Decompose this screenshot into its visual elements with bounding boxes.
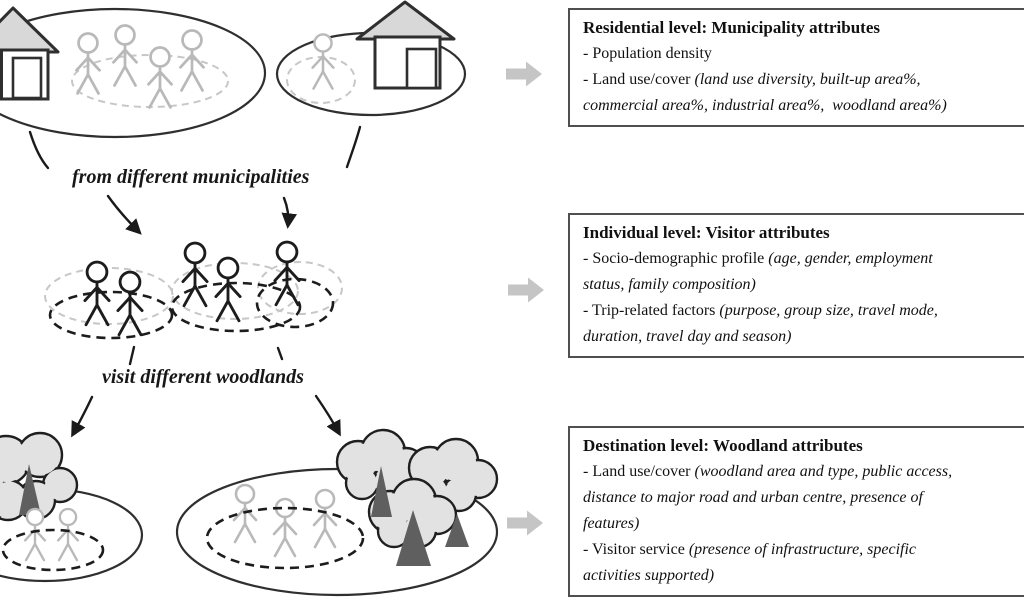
woodland-scene-left: [0, 433, 142, 581]
attribute-line: - Visitor service (presence of infrastructure, specific: [583, 541, 917, 558]
block-arrows: [506, 62, 544, 536]
connector-curve-right: [347, 127, 360, 167]
connector-tick-left: [130, 347, 134, 364]
box-body: [583, 41, 1024, 119]
attribute-line: activities supported): [583, 567, 715, 584]
attribute-line: status, family composition): [583, 276, 756, 293]
block-arrow-icon: [508, 278, 544, 303]
attribute-line: features): [583, 515, 640, 532]
box-body: [583, 246, 1024, 350]
connector-curve-left: [30, 132, 48, 168]
box-title: Residential level: Municipality attributes: [583, 18, 881, 37]
attribute-line: commercial area%, industrial area%, woodland area%): [583, 97, 947, 114]
visitor-group-light-ellipse: [45, 268, 173, 324]
box-title: Destination level: Woodland attributes: [583, 436, 863, 455]
woodland-scene-right: [177, 430, 497, 595]
curved-arrow-icon: [284, 198, 288, 225]
box-destination-level: [568, 426, 1024, 597]
visitor-group-dark-ellipse: [257, 279, 333, 327]
box-individual-level: [568, 213, 1024, 358]
person-icon: [216, 258, 240, 321]
attribute-line: - Socio-demographic profile (age, gender, employment: [583, 250, 933, 267]
person-icon: [183, 243, 207, 306]
attribute-line: - Trip-related factors (purpose, group size, travel mode,: [583, 302, 938, 319]
attribute-line: - Land use/cover (woodland area and type, public access,: [583, 463, 953, 480]
attribute-line: duration, travel day and season): [583, 328, 792, 345]
visitor-scene: [45, 196, 342, 434]
attribute-line: - Land use/cover (land use diversity, built-up area%,: [583, 71, 921, 88]
label-from-municipalities: from different municipalities: [72, 166, 310, 188]
curved-arrow-icon: [108, 196, 139, 232]
municipality-scene: [0, 2, 465, 168]
attribute-line: distance to major road and urban centre, presence of: [583, 489, 923, 506]
block-arrow-icon: [507, 511, 543, 536]
attribute-line: - Population density: [583, 45, 712, 62]
connector-tick-right: [278, 348, 282, 359]
curved-arrow-icon: [73, 397, 92, 434]
box-body: [583, 459, 1024, 589]
block-arrow-icon: [506, 62, 542, 87]
box-title: Individual level: Visitor attributes: [583, 223, 830, 242]
person-icon: [118, 272, 142, 335]
curved-arrow-icon: [316, 396, 339, 433]
person-icon: [275, 242, 299, 305]
box-residential-level: [568, 8, 1024, 127]
label-visit-woodlands: visit different woodlands: [102, 366, 304, 388]
